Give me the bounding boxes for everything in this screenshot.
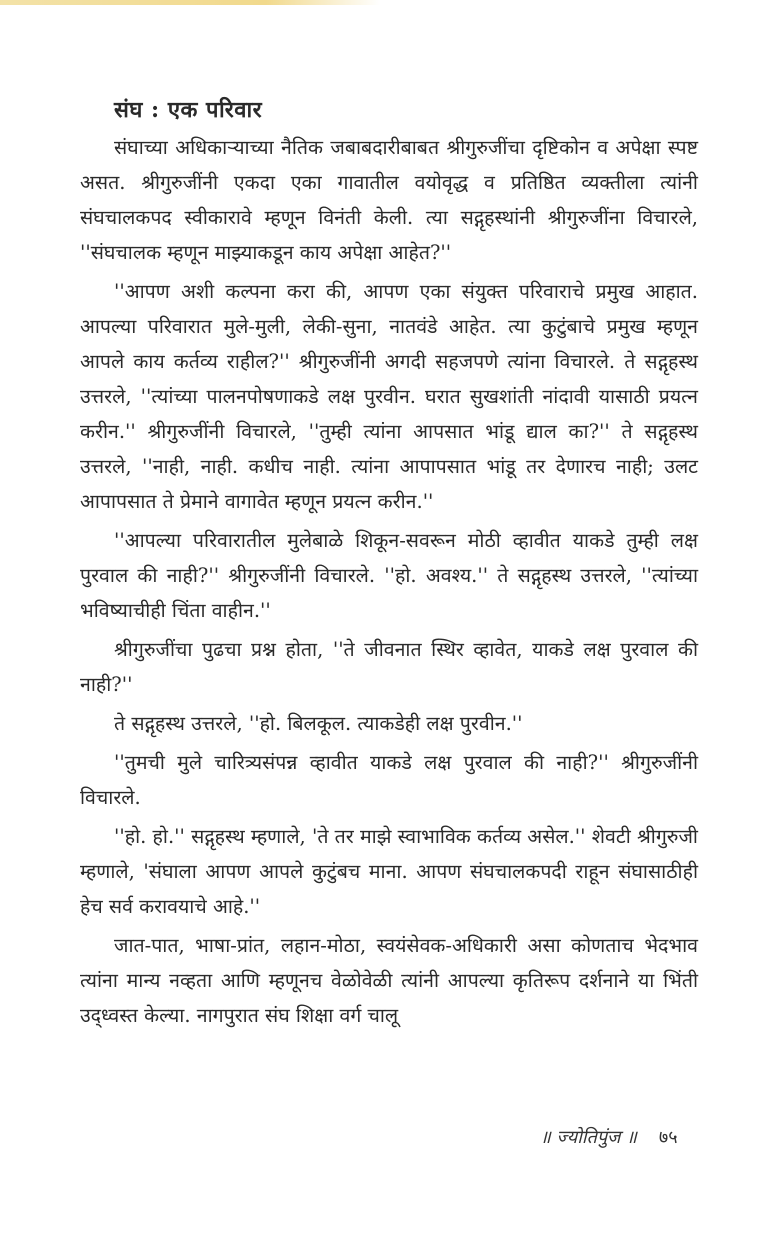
paragraph-4: श्रीगुरुजींचा पुढचा प्रश्न होता, ''ते जीवनात स्थिर व्हावेत, याकडे लक्ष पुरवाल की नाही?'' — [80, 638, 698, 696]
page-number: ७५ — [658, 1127, 678, 1148]
paragraph-2: ''आपण अशी कल्पना करा की, आपण एका संयुक्त परिवाराचे प्रमुख आहात. आपल्या परिवारात मुले-मुली, लेकी-सुना, नातवंडे आहेत. त्या कुटुंबाचे प्रमुख म्हणून आपले काय कर्तव्य राहील?'' श्रीगुरुजींनी अगदी सहजपणे त्यांना विचारले. ते सद्गृहस्थ उत्तरले, ''त्यांच्या पालनपोषणाकडे लक्ष पुरवीन. घरात सुखशांती नांदावी यासाठी प्रयत्न करीन.'' श्रीगुरुजींनी विचारले, ''तुम्ही त्यांना आपसात भांडू द्याल का?'' ते सद्गृहस्थ उत्तरले, ''नाही, नाही. कधीच नाही. त्यांना आपापसात भांडू तर देणारच नाही; उलट आपापसात ते प्रेमाने वागावेत म्हणून प्रयत्न करीन.'' — [80, 280, 698, 513]
paragraph-6: ''तुमची मुले चारित्र्यसंपन्न व्हावीत याकडे लक्ष पुरवाल की नाही?'' श्रीगुरुजींनी विचारले. — [80, 751, 698, 809]
paragraph-1: संघाच्या अधिकाऱ्याच्या नैतिक जबाबदारीबाबत श्रीगुरुजींचा दृष्टिकोन व अपेक्षा स्पष्ट असत. श्रीगुरुजींनी एकदा एका गावातील वयोवृद्ध व प्रतिष्ठित व्यक्तीला त्यांनी संघचालकपद स्वीकारावे म्हणून विनंती केली. त्या सद्गृहस्थांनी श्रीगुरुजींना विचारले, ''संघचालक म्हणून माझ्याकडून काय अपेक्षा आहेत?'' — [80, 136, 698, 264]
top-decorative-rule — [0, 0, 380, 5]
paragraph-7: ''हो. हो.'' सद्गृहस्थ म्हणाले, 'ते तर माझे स्वाभाविक कर्तव्य असेल.'' शेवटी श्रीगुरुजी म्हणाले, 'संघाला आपण आपले कुटुंबच माना. आपण संघचालकपदी राहून संघासाठीही हेच सर्व करावयाचे आहे.'' — [80, 825, 698, 918]
book-title: ॥ ज्योतिपुंज ॥ — [540, 1127, 637, 1148]
paragraph-5: ते सद्गृहस्थ उत्तरले, ''हो. बिलकूल. त्याकडेही लक्ष पुरवीन.'' — [114, 712, 523, 735]
section-heading: संघ : एक परिवार — [114, 97, 263, 123]
page-body — [80, 92, 698, 1037]
paragraph-8: जात-पात, भाषा-प्रांत, लहान-मोठा, स्वयंसेवक-अधिकारी असा कोणताच भेदभाव त्यांना मान्य नव्हता आणि म्हणूनच वेळोवेळी त्यांनी आपल्या कृतिरूप दर्शनाने या भिंती उद्ध्वस्त केल्या. नागपुरात संघ शिक्षा वर्ग चालू — [80, 934, 698, 1027]
page-footer — [540, 1125, 678, 1149]
paragraph-3: ''आपल्या परिवारातील मुलेबाळे शिकून-सवरून मोठी व्हावीत याकडे तुम्ही लक्ष पुरवाल की नाही?'' श्रीगुरुजींनी विचारले. ''हो. अवश्य.'' ते सद्गृहस्थ उत्तरले, ''त्यांच्या भविष्याचीही चिंता वाहीन.'' — [80, 529, 698, 622]
